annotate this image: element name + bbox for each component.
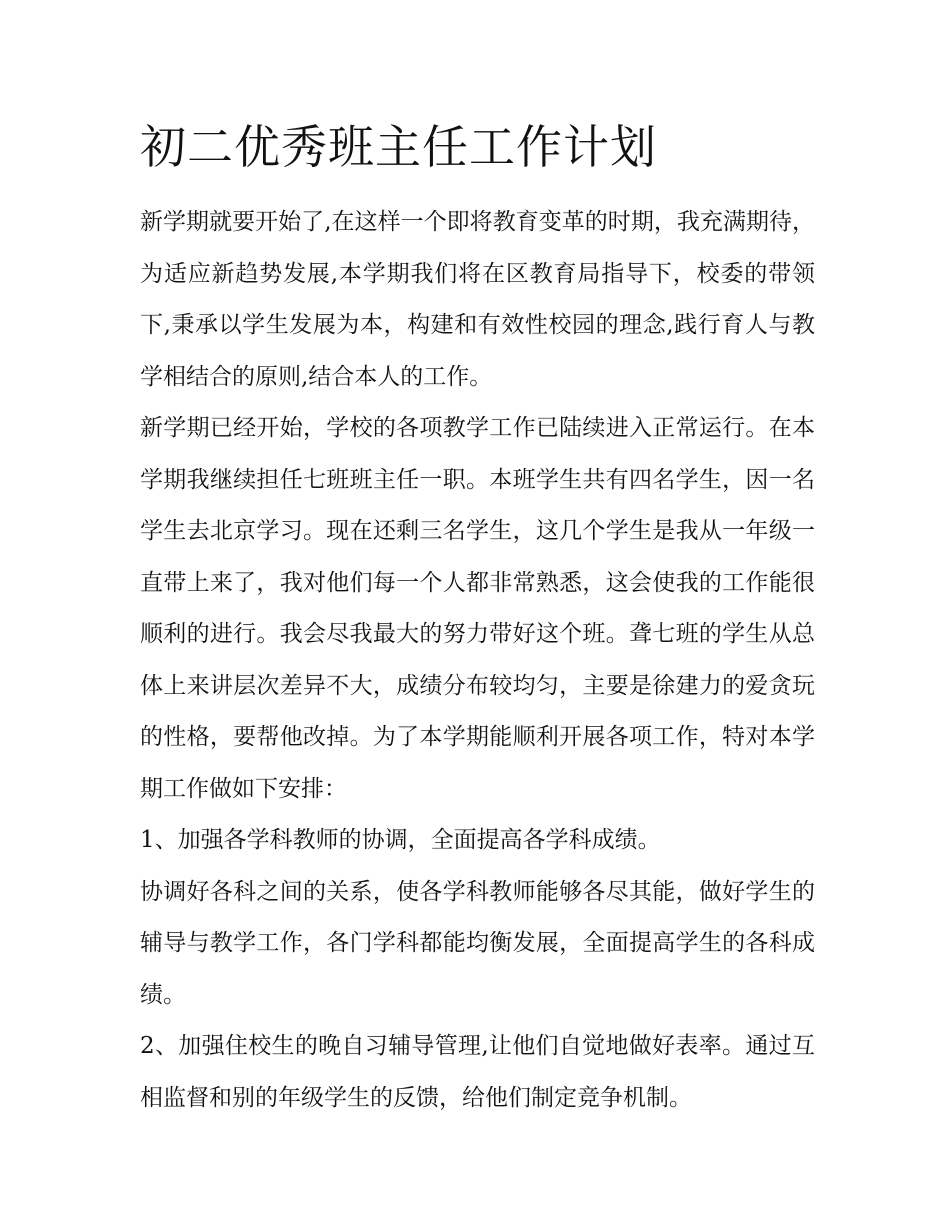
paragraph-item-1-detail: 协调好各科之间的关系，使各学科教师能够各尽其能，做好学生的辅导与教学工作，各门学科都能均衡发展，全面提高学生的各科成绩。 — [140, 878, 815, 1008]
document-body — [140, 197, 815, 1124]
document-title: 初二优秀班主任工作计划 — [140, 120, 657, 174]
paragraph-item-2: 2、加强住校生的晚自习辅导管理,让他们自觉地做好表率。通过互相监督和别的年级学生的反馈，给他们制定竞争机制。 — [140, 1033, 815, 1111]
paragraph-intro: 新学期就要开始了,在这样一个即将教育变革的时期，我充满期待，为适应新趋势发展,本学期我们将在区教育局指导下，校委的带领下,秉承以学生发展为本，构建和有效性校园的理念,践行育人与教学相结合的原则,结合本人的工作。 — [140, 209, 815, 390]
paragraph-item-1-heading: 1、加强各学科教师的协调，全面提高各学科成绩。 — [140, 827, 661, 853]
paragraph-class-overview: 新学期已经开始，学校的各项教学工作已陆续进入正常运行。在本学期我继续担任七班班主任一职。本班学生共有四名学生，因一名学生去北京学习。现在还剩三名学生，这几个学生是我从一年级一直带上来了，我对他们每一个人都非常熟悉，这会使我的工作能很顺利的进行。我会尽我最大的努力带好这个班。聋七班的学生从总体上来讲层次差异不大，成绩分布较均匀，主要是徐建力的爱贪玩的性格，要帮他改掉。为了本学期能顺利开展各项工作，特对本学期工作做如下安排： — [140, 415, 815, 802]
